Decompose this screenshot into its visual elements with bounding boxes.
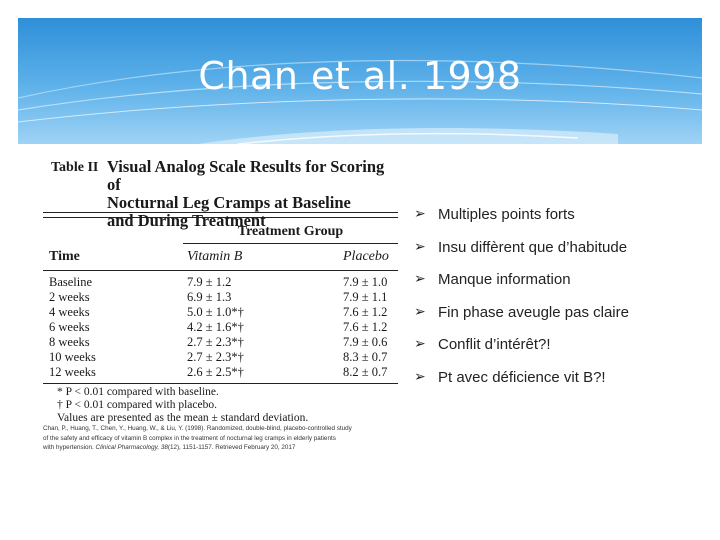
bullet-text: Fin phase aveugle pas claire (438, 303, 629, 321)
cell-placebo: 7.6 ± 1.2 (343, 320, 388, 334)
table-column-headers (43, 244, 398, 270)
arrow-bullet-icon: ➢ (414, 238, 426, 255)
arrow-bullet-icon: ➢ (414, 336, 426, 353)
citation-text: with hypertension. (43, 444, 96, 451)
cell-placebo: 8.3 ± 0.7 (343, 350, 388, 364)
cell-placebo: 7.9 ± 1.0 (343, 275, 388, 289)
list-item (414, 336, 714, 369)
arrow-bullet-icon: ➢ (414, 303, 426, 320)
cell-placebo: 7.9 ± 1.1 (343, 290, 388, 304)
table-row (43, 365, 398, 380)
cell-time: 2 weeks (49, 290, 90, 304)
citation-journal: Clinical Pharmacology, 38 (95, 444, 168, 451)
list-item (414, 369, 714, 402)
cell-placebo: 7.6 ± 1.2 (343, 305, 388, 319)
slide-title: Chan et al. 1998 (198, 54, 522, 98)
bullet-list (414, 206, 714, 402)
results-table-figure (43, 150, 398, 425)
table-row (43, 290, 398, 305)
footnote: † P < 0.01 compared with placebo. (57, 399, 217, 411)
cell-time: 10 weeks (49, 350, 96, 364)
cell-vitamin-b: 2.7 ± 2.3*† (187, 335, 244, 349)
cell-placebo: 8.2 ± 0.7 (343, 365, 388, 379)
treatment-group-label: Treatment Group (237, 224, 344, 239)
cell-time: 12 weeks (49, 365, 96, 379)
table-header (43, 150, 398, 230)
cell-vitamin-b: 2.7 ± 2.3*† (187, 350, 244, 364)
column-header-placebo: Placebo (343, 249, 389, 264)
cell-vitamin-b: 2.6 ± 2.5*† (187, 365, 244, 379)
footnote: * P < 0.01 compared with baseline. (57, 386, 219, 398)
cell-placebo: 7.9 ± 0.6 (343, 335, 388, 349)
footnote: Values are presented as the mean ± standard deviation. (57, 412, 309, 424)
bullet-text: Pt avec déficience vit B?! (438, 368, 606, 386)
citation-line (43, 443, 413, 453)
table-row (43, 320, 398, 335)
list-item (414, 206, 714, 239)
cell-time: 6 weeks (49, 320, 90, 334)
list-item (414, 239, 714, 272)
list-item (414, 271, 714, 304)
citation-line: of the safety and efficacy of vitamin B complex in the treatment of nocturnal leg cramps in elderly patients (43, 434, 336, 442)
bullet-text: Multiples points forts (438, 206, 575, 223)
title-banner (18, 18, 702, 144)
column-header-time: Time (49, 249, 80, 264)
arrow-bullet-icon: ➢ (414, 271, 426, 288)
list-item (414, 304, 714, 337)
table-row (43, 335, 398, 350)
bullet-text: Conflit d’intérêt?! (438, 336, 551, 354)
table-bottom-rule (43, 383, 398, 384)
table-caption-line: Nocturnal Leg Cramps at Baseline (107, 193, 351, 212)
citation-line: Chan, P., Huang, T., Chen, Y., Huang, W., & Liu, Y. (1998). Randomized, double-blind, placebo-controlled study (43, 425, 352, 432)
table-footnotes (43, 386, 398, 425)
reference-citation (43, 424, 413, 453)
cell-vitamin-b: 7.9 ± 1.2 (187, 275, 232, 289)
header-rule (43, 270, 398, 271)
table-row (43, 275, 398, 290)
cell-time: 8 weeks (49, 335, 90, 349)
bullet-text: Insu diffèrent que d’habitude (438, 238, 628, 256)
table-caption-line: and During Treatment (107, 211, 266, 230)
arrow-bullet-icon: ➢ (414, 206, 426, 222)
cell-vitamin-b: 6.9 ± 1.3 (187, 290, 232, 304)
table-number: Table II (51, 160, 99, 175)
bullet-text: Manque information (438, 271, 571, 289)
cell-vitamin-b: 4.2 ± 1.6*† (187, 320, 244, 334)
table-caption-line: Visual Analog Scale Results for Scoring of (107, 157, 385, 194)
arrow-bullet-icon: ➢ (414, 368, 426, 385)
citation-text: (12), 1151-1157. Retrieved February 20, 2017 (167, 444, 296, 451)
cell-time: 4 weeks (49, 305, 90, 319)
cell-vitamin-b: 5.0 ± 1.0*† (187, 305, 244, 319)
table-body (43, 275, 398, 380)
cell-time: Baseline (49, 275, 93, 289)
table-row (43, 350, 398, 365)
column-header-vitamin-b: Vitamin B (187, 249, 243, 264)
table-group-header (43, 218, 398, 244)
table-row (43, 305, 398, 320)
